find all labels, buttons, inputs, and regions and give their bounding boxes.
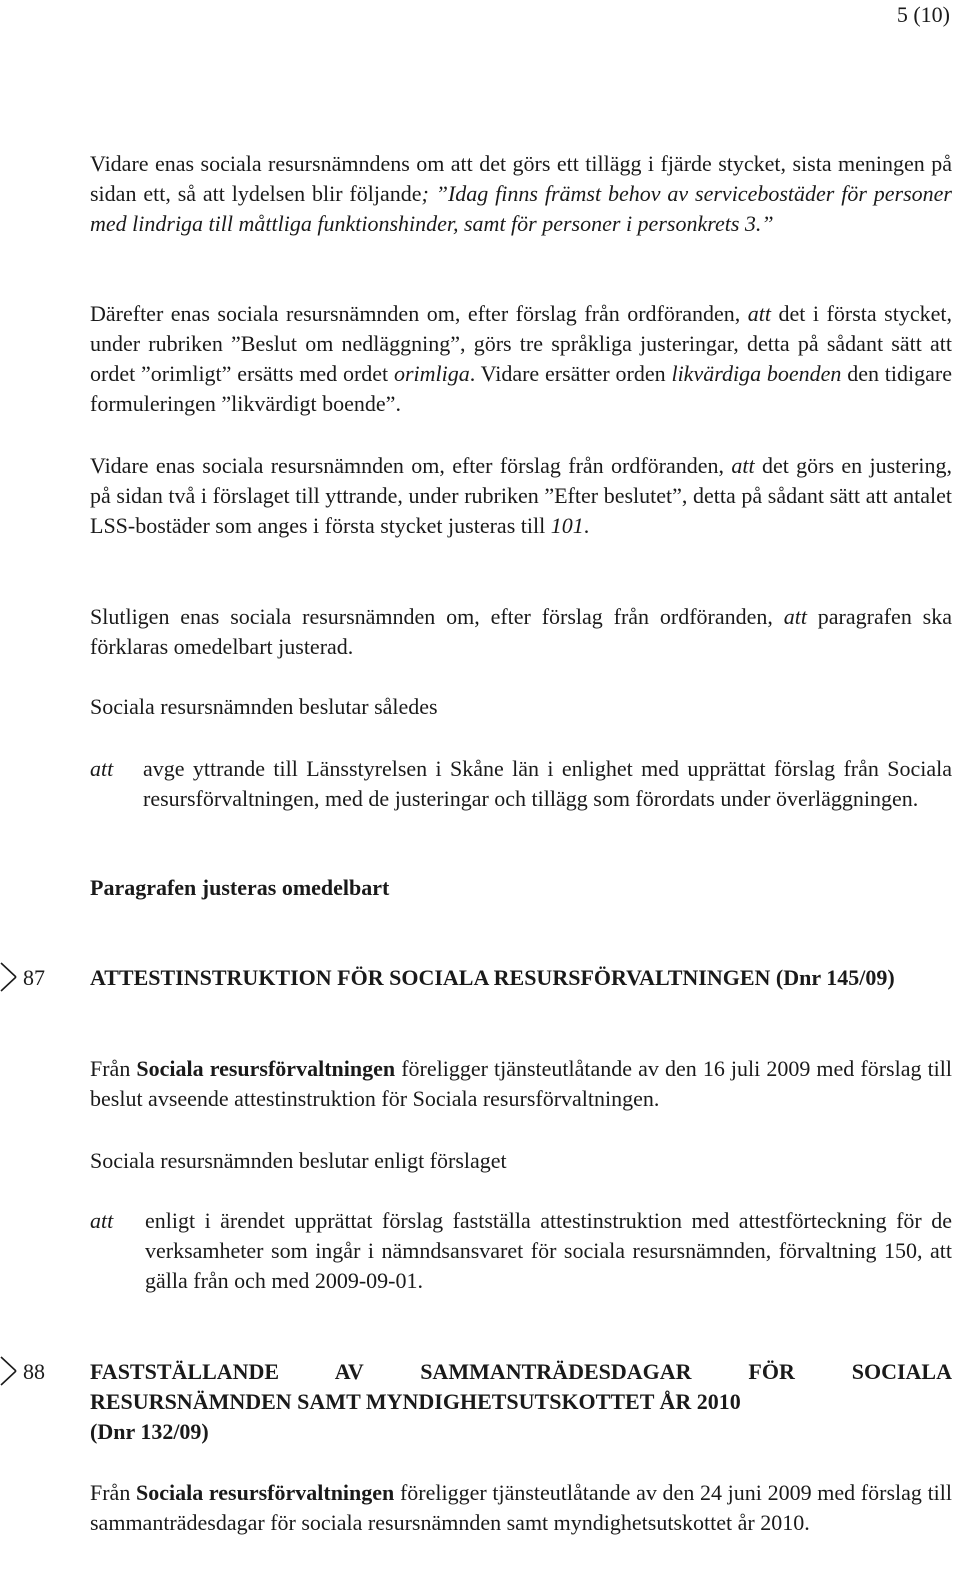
text: föreligger tjänsteutlåtande av den 24 juni 2009 med förslag till sammanträdesdagar för sociala resursnämnden samt myndighetsutskottet år 2010. xyxy=(90,1480,953,1535)
italic-term: likvärdiga boenden xyxy=(671,361,842,386)
att-word: att xyxy=(747,301,771,326)
text: föreligger tjänsteutlåtande av den 16 juli 2009 med förslag till beslut avseende attestinstruktion för Sociala resursförvaltningen. xyxy=(90,1056,953,1111)
justification-note: Paragrafen justeras omedelbart xyxy=(90,875,390,900)
section-sign-icon xyxy=(0,1355,22,1387)
att-word: att xyxy=(731,453,755,478)
text: Vidare enas sociala resursnämnden om, efter förslag från ordföranden, xyxy=(90,453,732,478)
text: . xyxy=(583,513,590,538)
section-87-decision-intro: Sociala resursnämnden beslutar enligt förslaget xyxy=(90,1148,507,1173)
section-87-title: ATTESTINSTRUKTION FÖR SOCIALA RESURSFÖRVALTNINGEN (Dnr 145/09) xyxy=(90,965,895,990)
section-sign-icon xyxy=(0,961,22,993)
paragraph-slutligen xyxy=(90,602,952,662)
att-word: att xyxy=(90,1208,114,1233)
att-word: att xyxy=(783,604,807,629)
section-88-title-main: FASTSTÄLLANDE AV SAMMANTRÄDESDAGAR FÖR SOCIALA RESURSNÄMNDEN SAMT MYNDIGHETSUTSKOTTET ÅR 2010 xyxy=(90,1359,952,1414)
decision-text: avge yttrande till Länsstyrelsen i Skåne län i enlighet med upprättat förslag från Sociala resursförvaltningen, med de justeringar och tillägg som förordats under överläggningen. xyxy=(143,756,952,811)
page-number: 5 (10) xyxy=(896,2,950,27)
paragraph-amendment xyxy=(90,149,952,239)
decision-text: enligt i ärendet upprättat förslag fastställa attestinstruktion med attestförteckning för de verksamheter som ingår i nämndsansvaret för sociala resursnämnden, förvaltning 150, att gälla från och med 2009-09-01. xyxy=(145,1208,952,1293)
italic-number: 101 xyxy=(550,513,584,538)
section-88-number: 88 xyxy=(23,1359,45,1384)
text: Slutligen enas sociala resursnämnden om, efter förslag från ordföranden, xyxy=(90,604,784,629)
att-word: att xyxy=(90,756,114,781)
text: Från xyxy=(90,1056,137,1081)
text: det görs en justering, på sidan två i förslaget till yttrande, under rubriken ”Efter beslutet”, detta på sådant sätt att antalet LSS-bostäder som anges i första stycket justeras till xyxy=(90,453,952,538)
paragraph-adjustments xyxy=(90,299,952,419)
department-name: Sociala resursförvaltningen xyxy=(136,1480,395,1505)
section-88-dnr: (Dnr 132/09) xyxy=(90,1419,209,1444)
text: det i första stycket, under rubriken ”Beslut om nedläggning”, görs tre språkliga justeringar, detta på sådant sätt att ordet ”orimligt” ersätts med ordet xyxy=(90,301,952,386)
department-name: Sociala resursförvaltningen xyxy=(136,1056,396,1081)
section-88-title xyxy=(90,1357,952,1447)
text: den tidigare formuleringen ”likvärdigt boende”. xyxy=(90,361,952,416)
italic-term: orimliga xyxy=(393,361,470,386)
decision-1 xyxy=(90,754,952,814)
section-87-decision xyxy=(90,1206,952,1296)
paragraph-justering xyxy=(90,451,952,541)
text: Därefter enas sociala resursnämnden om, efter förslag från ordföranden, xyxy=(90,301,748,326)
decision-intro: Sociala resursnämnden beslutar således xyxy=(90,694,438,719)
section-87-intro xyxy=(90,1054,952,1114)
text: . Vidare ersätter orden xyxy=(469,361,672,386)
text: Från xyxy=(90,1480,137,1505)
amendment-quote: ; ”Idag finns främst behov av servicebostäder för personer med lindriga till måttliga funktionshinder, samt för personer i personkrets 3.” xyxy=(90,181,952,236)
section-88-intro xyxy=(90,1478,952,1538)
amendment-text: Vidare enas sociala resursnämndens om att det görs ett tillägg i fjärde stycket, sista meningen på sidan ett, så att lydelsen blir följande xyxy=(90,151,952,206)
text: paragrafen ska förklaras omedelbart justerad. xyxy=(90,604,952,659)
section-87-number: 87 xyxy=(23,965,45,990)
